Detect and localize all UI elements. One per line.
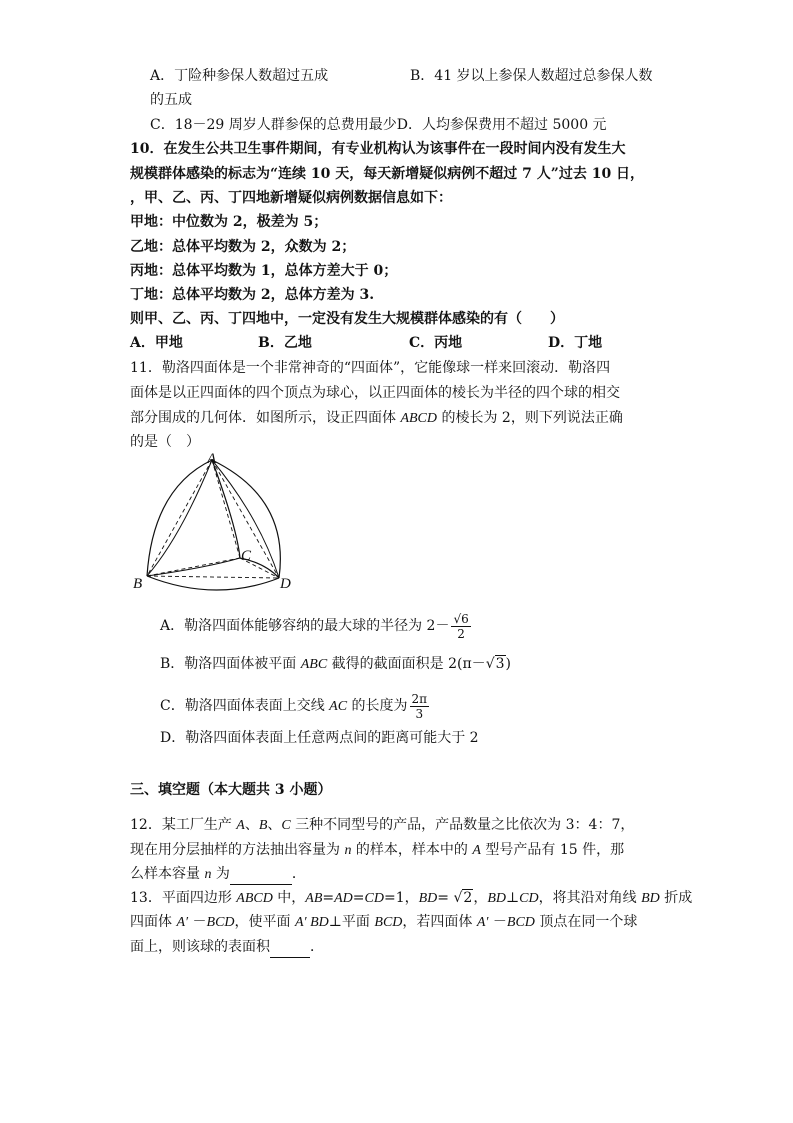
- sqrt-3: √3: [485, 656, 505, 672]
- label-c: C: [241, 548, 252, 564]
- q13-l2a: 四面体: [130, 914, 177, 930]
- q9-option-d: D．人均参保费用不超过 5000 元: [396, 117, 607, 133]
- q13-var-bcd2: BCD: [374, 915, 403, 930]
- edge-ab: [147, 460, 212, 576]
- q12-var-a2: A: [472, 843, 481, 858]
- q11-stem-line-1: 11．勒洛四面体是一个非常神奇的“四面体”，它能像球一样来回滚动．勒洛四: [130, 360, 611, 376]
- q13-var-a-prime: A′: [176, 915, 189, 930]
- reuleaux-tetrahedron-figure: [125, 448, 305, 593]
- sqrt-2: √2: [453, 890, 473, 906]
- q10-option-c: C．丙地: [409, 335, 463, 351]
- q11-option-a-text: A．勒洛四面体能够容纳的最大球的半径为 2－: [160, 618, 450, 634]
- q13-l1a: 13．平面四边形: [130, 890, 237, 906]
- q12-l3a: 么样本容量: [130, 866, 205, 882]
- q12-var-a: A: [236, 818, 245, 833]
- q13-l2e: ，使平面: [234, 914, 295, 930]
- q11-var-abcd: ABCD: [400, 411, 438, 426]
- q12-var-n: n: [344, 843, 352, 858]
- q13-var-ad: AD: [334, 891, 353, 906]
- q11-var-abc: ABC: [300, 657, 328, 672]
- q13-l1o: ⊥: [506, 890, 520, 906]
- q10-stem-line-1: 10．在发生公共卫生事件期间，有专业机构认为该事件在一段时间内没有发生大: [130, 141, 626, 157]
- q11-stem-line-2: 面体是以正四面体的四个顶点为球心，以正四面体的棱长为半径的四个球的相交: [130, 385, 620, 401]
- q13-var-ab: AB: [305, 891, 323, 906]
- q9-option-b-continued: 的五成: [150, 92, 192, 108]
- q13-var-cd2: CD: [519, 891, 539, 906]
- section-3-title: 三、填空题（本大题共 3 小题）: [130, 782, 332, 798]
- radicand: 3: [495, 656, 505, 672]
- answer-blank[interactable]: [230, 864, 292, 885]
- q13-l2c: －: [188, 914, 207, 930]
- q13-l1c: 中，: [272, 890, 306, 906]
- q11-option-b-mid: 截得的截面面积是 2(π－: [327, 656, 486, 672]
- q13-l1m: ，: [473, 890, 488, 906]
- q13-var-bd3: BD: [641, 891, 660, 906]
- q13-var-abcd: ABCD: [236, 891, 273, 906]
- q13-var-bd2: BD: [487, 891, 506, 906]
- q13-l1g: =: [352, 890, 365, 906]
- q10-bing: 丙地：总体平均数为 1，总体方差大于 0；: [130, 263, 398, 279]
- q12-l1g: 三种不同型号的产品，产品数量之比依次为 3：4：7，: [290, 817, 635, 833]
- q12-var-c: C: [281, 818, 291, 833]
- q11-stem-3a: 部分围成的几何体．如图所示，设正四面体: [130, 410, 401, 426]
- q13-var-cd: CD: [364, 891, 384, 906]
- q10-option-d: D．丁地: [548, 335, 603, 351]
- answer-blank[interactable]: [270, 937, 310, 958]
- q13-l1k: =: [437, 890, 454, 906]
- edge-bd: [147, 576, 279, 578]
- q11-var-ac: AC: [329, 699, 348, 714]
- q12-l3c: 为: [211, 866, 230, 882]
- q13-l2m: 顶点在同一个球: [534, 914, 638, 930]
- q13-l1q: ，将其沿对角线: [538, 890, 642, 906]
- q11-option-c-text: C．勒洛四面体表面上交线: [160, 698, 330, 714]
- q10-stem-line-3: ，甲、乙、丙、丁四地新增疑似病例数据信息如下：: [130, 190, 452, 206]
- q13-l3b: ．: [310, 939, 324, 955]
- q10-ding: 丁地：总体平均数为 2，总体方差为 3.: [130, 287, 375, 303]
- q11-stem-line-4: 的是（ ）: [130, 434, 200, 450]
- q10-question: 则甲、乙、丙、丁四地中，一定没有发生大规模群体感染的有（ ）: [130, 311, 564, 327]
- fraction-2pi-over-3: [410, 692, 430, 721]
- q9-option-c-text: C．18－29 周岁人群参保的总费用最少: [150, 117, 397, 133]
- q9-option-c: [150, 115, 607, 135]
- q13-line-3: [130, 937, 324, 958]
- q13-var-bcd: BCD: [206, 915, 235, 930]
- q13-l2k: －: [488, 914, 507, 930]
- q10-stem-line-2: 规模群体感染的标志为“连续 10 天，每天新增疑似病例不超过 7 人”过去 10 日，: [130, 166, 645, 182]
- label-d: D: [280, 576, 291, 592]
- q13-var-a-prime-bd: A′ BD: [294, 915, 329, 930]
- q12-l1e: 、: [267, 817, 282, 833]
- q12-l2c: 的样本，样本中的: [351, 842, 473, 858]
- q13-l1e: =: [322, 890, 335, 906]
- q11-option-d: D．勒洛四面体表面上任意两点间的距离可能大于 2: [160, 730, 479, 746]
- fraction-denominator: 2: [457, 626, 465, 641]
- q12-line-3: [130, 864, 306, 885]
- q13-l3a: 面上，则该球的表面积: [130, 939, 270, 955]
- edge-bc: [147, 558, 240, 576]
- q11-option-b-text: B．勒洛四面体被平面: [160, 656, 301, 672]
- q12-l2e: 型号产品有 15 件，那: [480, 842, 625, 858]
- fraction-numerator: 2π: [411, 691, 428, 706]
- radicand: 2: [463, 890, 473, 906]
- fraction-denominator: 3: [415, 706, 424, 721]
- q11-option-b: [160, 654, 511, 675]
- q12-l2a: 现在用分层抽样的方法抽出容量为: [130, 842, 345, 858]
- q12-l3d: ．: [291, 866, 306, 882]
- label-b: B: [133, 576, 143, 592]
- q12-var-n2: n: [204, 867, 212, 882]
- q13-var-a-prime2: A′: [476, 915, 489, 930]
- q12-line-1: [130, 815, 634, 836]
- q13-line-1: [130, 888, 692, 909]
- q13-line-2: [130, 912, 637, 933]
- fraction-numerator: √6: [453, 611, 469, 626]
- q11-option-b-end: ): [505, 656, 511, 672]
- q11-stem-line-3: [130, 408, 623, 429]
- q10-jia: 甲地：中位数为 2，极差为 5；: [130, 214, 328, 230]
- q13-l1s: 折成: [659, 890, 693, 906]
- q13-var-bcd3: BCD: [506, 915, 535, 930]
- q10-option-b: B．乙地: [258, 335, 312, 351]
- fraction-sqrt6-over-2: [451, 612, 470, 641]
- q13-l2i: ，若四面体: [402, 914, 477, 930]
- q13-l2g: ⊥平面: [328, 914, 375, 930]
- q12-line-2: [130, 840, 624, 861]
- q10-yi: 乙地：总体平均数为 2，众数为 2；: [130, 239, 356, 255]
- q12-l1a: 12．某工厂生产: [130, 817, 237, 833]
- label-a: A: [207, 451, 217, 467]
- q12-var-b: B: [258, 818, 268, 833]
- q12-l1c: 、: [244, 817, 259, 833]
- q11-stem-3c: 的棱长为 2，则下列说法正确: [437, 410, 623, 426]
- q11-option-a: [160, 606, 473, 646]
- q13-var-bd: BD: [418, 891, 438, 906]
- q11-option-c-mid: 的长度为: [347, 698, 408, 714]
- q10-option-a: A．甲地: [130, 335, 183, 351]
- q9-option-a: A．丁险种参保人数超过五成: [150, 68, 329, 84]
- q9-option-b: B．41 岁以上参保人数超过总参保人数: [410, 68, 653, 84]
- q11-option-c: [160, 686, 431, 727]
- q13-l1i: =1，: [383, 890, 419, 906]
